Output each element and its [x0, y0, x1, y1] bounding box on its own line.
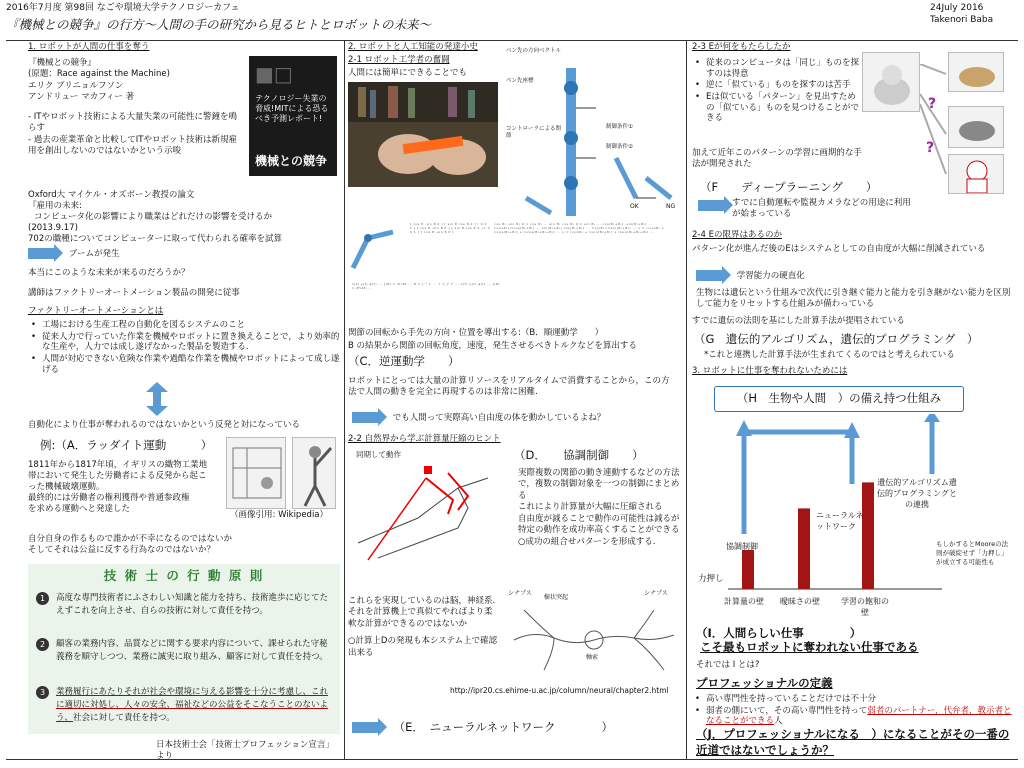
self-question [28, 534, 232, 556]
column-3 [688, 40, 1018, 760]
right-arrow-icon [698, 200, 724, 211]
example-luddite: 例:（A．ラッダイト運動 ） [40, 438, 213, 452]
book-cover-text: テクノロジー失業の脅威!MITによる恐るべき予測レポート! [255, 94, 329, 123]
h-label-box: （H 生物や人間 ）の備え持つ仕組み [714, 386, 964, 412]
hand-pen-photo [348, 82, 498, 187]
number-badge: 3 [36, 686, 49, 699]
compute-text: ロボットにとっては大量の計算リソースをリアルタイムで消費することから，この方法で人間の動きを完全に再現するのは非常に困難. [348, 376, 670, 398]
cat-photo-3 [948, 106, 1004, 148]
lecturer: 講師はファクトリーオートメーション製品の開発に従事 [28, 288, 240, 298]
list-item: • 逆に「似ている」ものを探すのは苦手 [692, 80, 862, 91]
principle-3 [36, 686, 336, 726]
coord-line: 自由度が減ることで動作の可能性は減るが特定の動作を成功率高くすることができる [518, 513, 680, 536]
principle-1 [36, 592, 336, 618]
pro-definition: プロフェッショナルの定義 [696, 676, 833, 690]
cat-photo-1 [862, 52, 920, 112]
list-item [692, 706, 1014, 727]
pattern-text: 加えて近年このパターンの学習に画期的な手法が開発された [692, 148, 862, 169]
coord-line: これにより計算量が大幅に圧縮される [518, 502, 663, 513]
diagram-label: ペン先座標 [506, 78, 534, 84]
principle-2 [36, 638, 336, 664]
diagram-label: OK [630, 203, 639, 210]
bar [862, 482, 874, 589]
gene-text: 生物には遺伝という仕組みで次代に引き継ぐ能力と能力を引き継がない能力を区別して能力をリセットする仕組みが備わっている [696, 288, 1011, 309]
sub-2-3: 2-3 Eが何をもたらしたか [692, 42, 791, 52]
e-list [692, 58, 862, 125]
coord-line: 実際複数の関節の動き連動するなどの方法で，複数の制御対象を一つの制御にまとめる [518, 468, 680, 501]
sub-2-2: 2-2 自然界から学ぶ計算量圧縮のヒント [348, 434, 501, 444]
principle-text-end: 社会に対して責任を持つ。 [73, 713, 175, 724]
cat-photo-2 [948, 52, 1004, 92]
event-line: 2016年7月度 第98回 なごや環境大学テクノロジーカフェ [6, 3, 240, 13]
book-cover-deco: ■□ [255, 62, 293, 86]
source-url[interactable]: http://ipr20.cs.ehime-u.ac.jp/column/neural/chapter2.html [450, 686, 669, 695]
backlash: 自動化により仕事が奪われるのではないかという反発と対になっている [28, 420, 301, 430]
luddite-line: 1811年から1817年頃，イギリスの織物工業地 [28, 460, 208, 470]
forward-kinematics: 関節の回転から手先の方向・位置を導出する:（B．順運動学 ） [348, 328, 604, 338]
f-line: が始まっている [732, 208, 792, 219]
list-item: • 従来のコンピュータは「同じ」ものを探すのは得意 [692, 58, 862, 79]
then-text: それでは I とは? [696, 660, 760, 670]
book-title: 『機械との競争』 [28, 58, 97, 68]
note-2: - 過去の産業革命と比較してITやロボット技術は新規雇用を創出しないのではないかという示唆 [28, 134, 237, 157]
principle-text: 顧客の業務内容、品質などに関する要求内容について、課せられた守秘義務を順守しつつ、業務に誠実に取り組み、顧客に対して責任を持つ。 [56, 639, 328, 663]
oxford-paper [28, 190, 338, 245]
question: 本当にこのような未来が来るのだろうか？ [28, 268, 190, 278]
cat-label: これは何? [862, 114, 890, 121]
cat-label: 似た猫 [948, 44, 967, 51]
coordinated-control-label: （D． 協調制御 ） [514, 448, 644, 462]
principle-text [56, 686, 336, 726]
up-arrow-icon [924, 414, 940, 422]
nn-row [352, 720, 613, 734]
brain-text [348, 596, 500, 659]
final-statement: （J．プロフェッショナルになる ）になることがその一番の近道ではないでしょうか？ [696, 727, 1010, 758]
author: Takenori Baba [930, 15, 994, 25]
bar [798, 508, 810, 589]
luddite-image-1 [226, 437, 286, 509]
book-original: (原題：Race against the Machine) [28, 69, 170, 80]
diagram-label: 制御条件① [606, 124, 633, 130]
rigid-row [696, 270, 805, 282]
arrow-text: でも人間って実際高い自由度の体を動かしているよね？ [392, 413, 606, 423]
pro-end: 人 [774, 716, 783, 727]
column-2 [346, 40, 684, 760]
coordinated-control-text [518, 468, 683, 548]
list-item: • 工場における生産工程の自動化を図るシステムのこと [28, 320, 340, 331]
list-item: • 高い専門性を持っていることだけでは不十分 [692, 694, 1014, 705]
chart-category: 学習の飽和の壁 [841, 597, 889, 618]
diagram-label: 制御条件② [606, 144, 633, 150]
diagram-label: ベン先の方向ベクトル [506, 48, 562, 54]
sub-2-4: 2-4 Eの限界はあるのか [692, 230, 782, 240]
page-title: 『機械との競争』の行方～人間の手の研究から見るヒトとロボットの未来～ [6, 17, 432, 32]
arrow-row [352, 412, 605, 424]
hand-drawing [348, 448, 513, 573]
equation-block: x(t) y(t) φ(t) ... J(θ) = ∂f/∂θ ... θ̇ = J⁻¹ ẋ ... τ = Jᵀ F ... x(t) y(t) φ(t) ... J(θ) = ∂f/∂θ ... [352, 282, 500, 291]
equation-block: [ cos θ -sin θ 0 ] [ sin θ cos θ 0 ] [ 0 0 1 ] [ cos θ -sin θ 0 ] [ sin θ cos θ 0 ] [ 0 0 1 ] [ cos θ -sin θ 0 ] [410, 222, 490, 235]
chart-category: 曖昧さの壁 [780, 597, 820, 606]
diagram-label: NG [666, 203, 676, 210]
book-cover-title: 機械との競争 [255, 154, 328, 168]
i-label: （I．人間らしい仕事 ） [696, 626, 862, 640]
right-arrow-icon [28, 248, 54, 259]
image-credit: （画像引用: Wikipedia） [230, 510, 329, 520]
chart-category: 計算量の壁 [724, 597, 764, 606]
kinematics-equations [348, 218, 682, 328]
number-badge: 1 [36, 592, 49, 605]
divider-1 [344, 40, 345, 760]
oxford-line: 『雇用の未来: [28, 201, 82, 212]
section-2-title: 2. ロボットと人工知能の発達小史 [348, 42, 478, 52]
luddite-line: った機械破壊運動。 [28, 482, 105, 493]
brain-line: ○計算上Dの発現も本システム上で確認出来る [348, 636, 498, 658]
hand-label: 同期して動作 [356, 450, 401, 459]
boom-text: ブームが発生 [68, 249, 120, 259]
cat-figurine-photo [948, 154, 1004, 194]
right-arrow-icon [352, 412, 378, 423]
fa-list [28, 320, 340, 376]
neural-network-label: （E． ニューラルネットワーク ） [393, 720, 613, 734]
robot-arm-diagram [506, 48, 682, 216]
neuron-label: 軸索 [586, 654, 599, 661]
limit-text: パターン化が進んだ後のEはシステムとしての自由度が大幅に削減されている [692, 244, 986, 254]
neuron-label: シナプス [644, 590, 668, 597]
pro-list [692, 694, 1014, 728]
neuron-label: シナプス [508, 590, 532, 597]
neuron-label: 樹状突起 [544, 594, 569, 601]
luddite-line: 最終的には労働者の権利獲得や普通参政権 [28, 493, 190, 504]
oxford-line: コンピュータ化の影響により職業はどれだけの影響を受けるか [34, 212, 273, 223]
luddite-image-2 [292, 437, 336, 509]
neuron-drawing [504, 590, 682, 680]
oxford-line: (2013.9.17) [28, 223, 78, 234]
principle-highlight: 業務履行にあたりそれが社会や環境に与える影響を十分に考慮し、これに適切に対処し、人々の安全、福祉などの公益をそこなうことのないよう、 [56, 687, 329, 724]
genetic-label: （G 遺伝的アルゴリズム，遺伝的プログラミング ） [694, 332, 979, 346]
i-text: こそ最もロボットに奪われない仕事である [700, 640, 919, 654]
list-item: • 従来人力で行っていた作業を機械やロボットに置き換えることで，より効率的な生産や，人力では成し遂げなかった製品を製造する. [28, 332, 340, 353]
equation-block: cos θ₁ -sin θ₁ 0 l₁ cos θ₁ ... sin θ₁ cos θ₁ 0 l₁ sin θ₁ ... cos(θ₁+θ₂) -sin(θ₁+θ₂) ... l₁cosθ₁+l₂cos(θ₁+θ₂) ... sin(θ₁+θ₂) cos(θ₁+θ₂) ... l₁sinθ₁+l₂sin(θ₁+θ₂) ... x = l₁cosθ₁ + l₂cos(θ₁+θ₂) + l₃cos(θ₁+θ₂+θ₃) ... y = l₁sinθ₁ + l₂sin(θ₁+θ₂) + l₃sin(θ₁+θ₂+θ₃) ... [494, 222, 665, 235]
book-author-2: アンドリュー マカフィー 著 [28, 92, 135, 103]
deep-learning-row [692, 198, 942, 219]
chart-ylabel: 力押し [698, 574, 724, 584]
genetic-note: *これと連携した計算手法が生まれてくるのではと考えられている [704, 350, 955, 360]
number-badge: 2 [36, 638, 49, 651]
self-question-line: 自分自身の作るもので誰かが不幸になるのではないか [28, 534, 233, 544]
principles-source: 日本技術士会「技術士プロフェッション宣言」より [156, 740, 334, 760]
list-item: • Eは似ている「パターン」を見出すための「似ている」ものを見つけることができる [692, 92, 862, 124]
oxford-line: Oxford大 マイケル・オズボーン教授の論文 [28, 190, 195, 200]
oxford-line: 702の職種についてコンピューターに取って代わられる確率を試算 [28, 234, 283, 245]
bar [742, 550, 754, 589]
rigid-text: 学習能力の硬直化 [736, 271, 805, 281]
note-1: - ITやロボット技術による大量失業の可能性に警鐘を鳴らす [28, 111, 237, 134]
book-info [28, 58, 243, 158]
brain-line: これらを実現しているのは脳，神経系. それを計算機上で真似てやればより柔軟な計算ができるのではないか [348, 596, 496, 629]
pro-highlight: 弱者のパートナー，代弁者，教示者となることができる [706, 705, 1012, 727]
deep-learning-label: （F ディープラーニング ） [700, 180, 878, 194]
list-item: • 人間が対応できない危険な作業や過酷な作業を機械やロボットによって成し遂げる [28, 354, 340, 375]
question-mark-icon: ? [928, 96, 937, 112]
chart-annotation: ニューラルネットワーク [816, 511, 864, 532]
principle-text: 高度な専門技術者にふさわしい知識と能力を持ち、技術進歩に応じてたえずこれを向上させ、自らの技術に対して責任を持つ。 [56, 593, 329, 617]
self-question-line: そしてそれは公益に反する行為なのではないか？ [28, 545, 216, 556]
section-1-title: 1. ロボットが人間の仕事を奪う [28, 42, 150, 52]
coord-line: ○成功の組合せパターンを形成する. [518, 536, 656, 547]
question-mark-icon: ? [926, 140, 935, 156]
up-down-arrow-icon [146, 382, 168, 416]
luddite-line: を求める運動へと発達した [28, 504, 131, 515]
luddite-text [28, 460, 228, 515]
pro-text: 弱者の側にいて，その高い専門性を持って [706, 705, 868, 716]
easy-text: 人間には簡単にできることでも [348, 68, 468, 78]
ga-text: すでに遺伝の法則を基にした計算手法が提唱されている [692, 316, 905, 326]
date: 24July 2016 [930, 3, 984, 13]
f-line: すでに自動運転や監視カメラなどの用途に利用 [732, 198, 911, 208]
inverse-text: B の結果から関節の回転角度，速度，発生させるべきトルクなどを算出する [348, 341, 637, 351]
principles-title: 技 術 士 の 行 動 原 則 [103, 568, 265, 583]
book-author-1: エリク ブリニョルフソン [28, 80, 124, 91]
boom-row [28, 248, 119, 260]
book-cover-image [249, 56, 337, 176]
sub-2-1: 2-1 ロボット工学者の奮闘 [348, 55, 450, 65]
chart-annotation: 遺伝的アルゴリズム遺伝的プログラミングとの連携 [877, 478, 957, 509]
arrows-icon [920, 64, 950, 184]
divider-2 [686, 40, 687, 760]
fa-title: ファクトリーオートメーションとは [28, 306, 164, 316]
cat-photos [862, 44, 1014, 194]
column-1 [6, 40, 342, 760]
right-arrow-icon [696, 270, 722, 281]
principles-box [28, 564, 340, 734]
right-arrow-icon [352, 722, 378, 733]
section-3-title: 3. ロボットに仕事を奪われないためには [692, 366, 848, 376]
chart-annotation: 協調制御 [726, 542, 758, 551]
inverse-kinematics-label: （C．逆運動学 ） [348, 354, 460, 368]
cat-label: コンピュータ例 [862, 44, 905, 51]
luddite-line: 帯において発生した労働者による反発から起こ [28, 471, 207, 482]
diagram-label: コントローラによる関節 [506, 126, 562, 139]
chart-annotation: もしかするとMooreの法則が破綻せず「力押し」が成立する可能性も [936, 540, 1009, 566]
